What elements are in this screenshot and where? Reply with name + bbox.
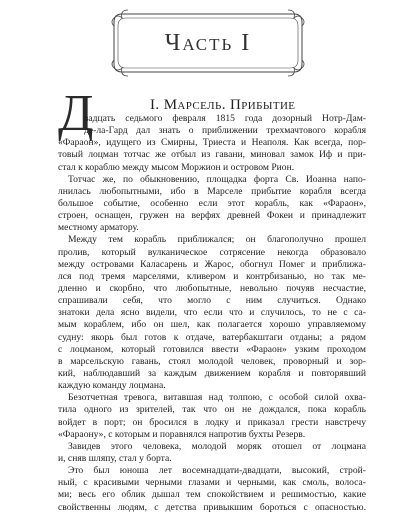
text-line: Завидев этого человека, молодой моряк отошел от лоцмана — [68, 440, 366, 452]
text-line: каждую команду лоцмана. — [58, 380, 166, 392]
text-line: ный, с красивыми черными глазами и черными, как смоль, волоса- — [58, 477, 366, 489]
text-line: товый лоцман тотчас же отбыл из гавани, миновал замок Иф и при- — [58, 149, 366, 161]
text-line: в марсельскую гавань, стоял молодой человек, проворный и зор- — [58, 355, 366, 367]
text-line: вадцать седьмого февраля 1815 года дозорный Нотр-Дам- — [84, 113, 366, 124]
text-line: между островами Каласарень и Жарос, обогнул Помег и приближа- — [58, 258, 366, 270]
chapter-title: I. Марсель. Прибытие — [150, 97, 296, 113]
text-line: знатоки дела ясно видели, что если что и случилось, то не с са- — [58, 307, 366, 319]
text-line: стал к кораблю между мысом Моржион и островом Рион. — [58, 161, 295, 173]
text-line: спрашивали себя, что могло с ним случиться. Однако — [58, 295, 366, 307]
text-line: свойственны людям, с детства привыкшим бороться с опасностью. — [58, 501, 366, 513]
text-line: судну: якорь был готов к отдаче, ватербакштаги отданы; а рядом — [58, 331, 366, 343]
text-line: «Фараон», идущего из Смирны, Триеста и Неаполя. Как всегда, пор- — [58, 137, 366, 149]
body-text — [58, 113, 366, 514]
text-line: Это был юноша лет восемнадцати-двадцати, высокий, строй- — [68, 465, 366, 477]
text-line: с лоцманом, который готовился ввести «Фараон» узким проходом — [58, 343, 366, 355]
text-line: мым кораблем, ибо он шел, как полагается хорошо управляемому — [58, 319, 366, 331]
text-line: ми; весь его облик дышал тем спокойствием и решимостью, какие — [58, 489, 366, 501]
text-line: пролив, который вулканическое сотрясение некогда образовало — [58, 246, 366, 258]
text-line: лнилась любопытными, ибо в Марселе прибытие корабля всегда — [58, 185, 366, 197]
text-line: дленно и скорбно, что любопытные, невольно почуяв несчастие, — [58, 282, 366, 294]
text-line: Между тем корабль приближался; он благополучно прошел — [68, 234, 366, 246]
text-line: Безотчетная тревога, витавшая над толпою, с особой силой охва- — [68, 392, 366, 404]
text-line: кий, наблюдавший за каждым движением корабля и повторявший — [58, 367, 366, 379]
text-line: де-ла-Гард дал знать о приближении трехмачтового корабля — [84, 125, 366, 137]
text-line: «Фараону», с которым и поравнялся напротив бухты Резерв. — [58, 428, 306, 440]
drop-cap: Д — [58, 85, 94, 142]
text-line: тила одного из зрителей, так что он не дождался, пока корабль — [58, 404, 366, 416]
text-line: большое событие, особенно если этот корабль, как «Фараон», — [58, 197, 366, 209]
text-line: лся под тремя марселями, кливером и контрбизанью, но так ме- — [58, 270, 366, 282]
text-line: местному арматору. — [58, 222, 139, 234]
text-line: строен, оснащен, гружен на верфях древней Фокеи и принадлежит — [58, 210, 366, 222]
text-line: и, сняв шляпу, стал у борта. — [58, 452, 172, 464]
part-heading-frame — [108, 8, 308, 78]
part-title: Часть I — [164, 29, 252, 56]
text-line: войдет в порт; он бросился в лодку и приказал грести навстречу — [58, 416, 366, 428]
text-line: Тотчас же, по обыкновению, площадка форта Св. Иоанна напо- — [68, 173, 366, 185]
